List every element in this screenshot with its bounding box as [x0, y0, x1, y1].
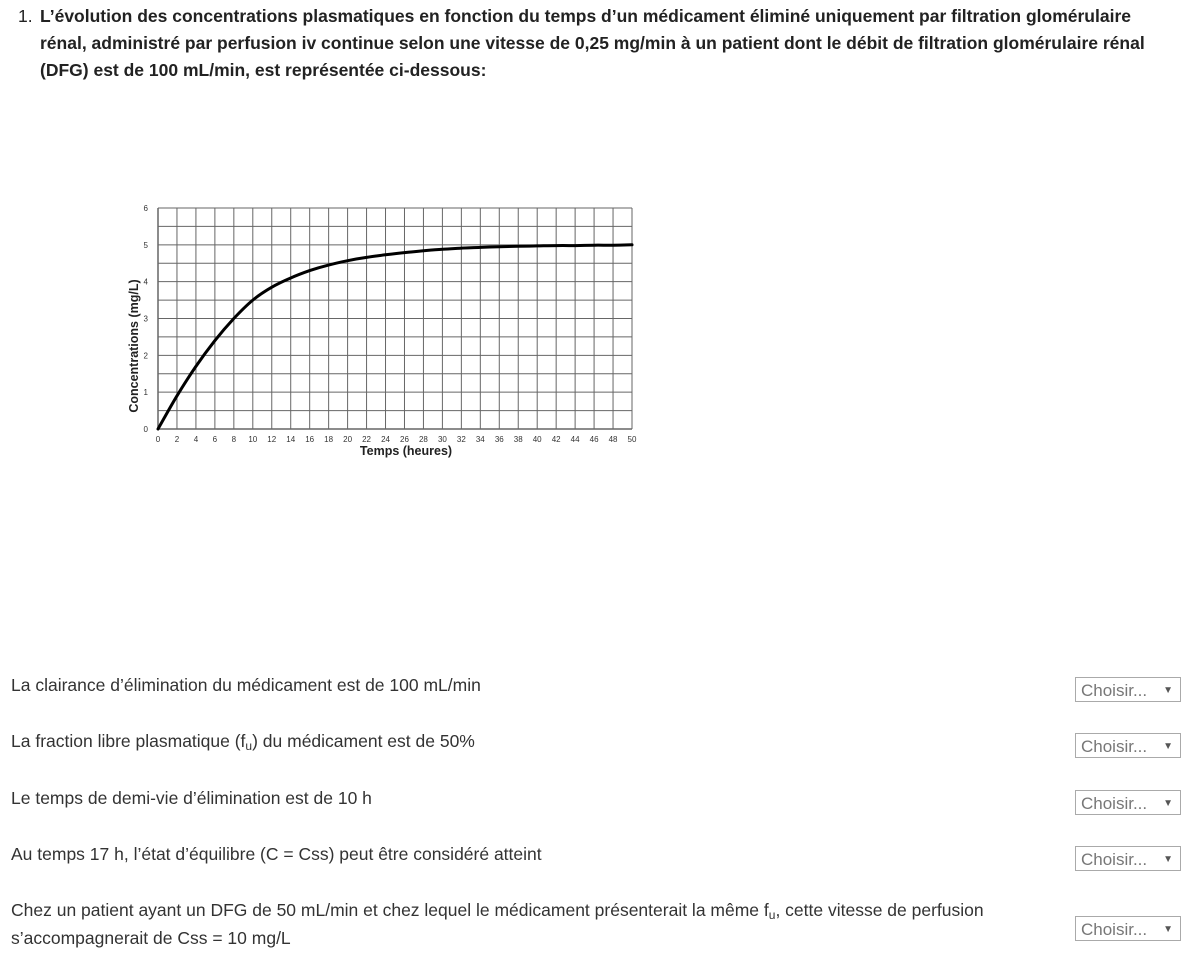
question-block	[18, 3, 1168, 84]
x-tick-label: 6	[212, 435, 218, 444]
concentration-chart	[122, 196, 652, 466]
y-tick-label: 0	[143, 425, 148, 434]
x-tick-label: 16	[305, 435, 315, 444]
answer-select-1[interactable]	[1075, 677, 1181, 702]
statement-text: La clairance d’élimination du médicament est de 100 mL/min	[11, 675, 481, 695]
x-axis-label: Temps (heures)	[359, 444, 453, 458]
statement-text: Le temps de demi-vie d’élimination est de 10 h	[11, 788, 372, 808]
x-tick-label: 48	[608, 435, 618, 444]
x-tick-label: 32	[456, 435, 466, 444]
chevron-down-icon: ▼	[1163, 924, 1173, 935]
y-tick-label: 6	[143, 204, 148, 213]
x-tick-label: 38	[513, 435, 523, 444]
select-value: Choisir...	[1081, 737, 1148, 756]
answer-select-4[interactable]	[1075, 846, 1181, 871]
chevron-down-icon: ▼	[1163, 685, 1173, 696]
y-tick-labels	[144, 204, 149, 434]
x-tick-label: 46	[589, 435, 599, 444]
answer-select-5[interactable]	[1075, 916, 1181, 941]
x-tick-label: 14	[286, 435, 296, 444]
x-tick-label: 44	[570, 435, 580, 444]
x-tick-label: 34	[475, 435, 485, 444]
select-value: Choisir...	[1081, 920, 1148, 939]
answer-select-2[interactable]	[1075, 733, 1181, 758]
x-tick-label: 40	[532, 435, 542, 444]
x-tick-label: 18	[324, 435, 334, 444]
x-tick-label: 42	[551, 435, 561, 444]
x-tick-label: 10	[248, 435, 258, 444]
x-tick-label: 12	[267, 435, 277, 444]
question-number: 1.	[18, 6, 33, 26]
y-tick-label: 5	[143, 240, 148, 250]
chevron-down-icon: ▼	[1163, 798, 1173, 809]
x-tick-label: 8	[231, 435, 237, 444]
statement-text: La fraction libre plasmatique $(f_u)$ du médicament est de 50%	[11, 731, 475, 753]
statement-text: Au temps 17 h, l’état d’équilibre (C = Css) peut être considéré atteint	[11, 844, 542, 864]
y-tick-label: 4	[143, 277, 148, 287]
x-tick-label: 22	[362, 435, 372, 444]
x-tick-label: 26	[400, 435, 409, 444]
y-tick-label: 2	[143, 351, 148, 361]
select-value: Choisir...	[1081, 681, 1148, 700]
y-tick-label: 1	[143, 388, 148, 398]
statement-text: Chez un patient ayant un DFG de 50 mL/min et chez lequel le médicament présenterait la même $f_u$, cette vitesse de perfusion s’accompagnerait de Css = 10 mg/L	[11, 900, 984, 948]
chevron-down-icon: ▼	[1163, 741, 1173, 752]
x-tick-labels	[156, 435, 637, 444]
x-tick-label: 20	[343, 435, 353, 444]
x-tick-label: 2	[174, 435, 180, 444]
chevron-down-icon: ▼	[1163, 854, 1173, 865]
x-tick-label: 28	[418, 435, 428, 444]
y-tick-label: 3	[143, 314, 148, 324]
question-text: L’évolution des concentrations plasmatiques en fonction du temps d’un médicament éliminé uniquement par filtration glomérulaire rénal, administré par perfusion iv continue selon une vitesse de 0,25 mg/min à un patient dont le débit de filtration glomérulaire rénal (DFG) est de 100 mL/min, est représentée ci-dessous:	[40, 6, 1145, 80]
x-tick-label: 0	[155, 435, 161, 444]
select-value: Choisir...	[1081, 850, 1148, 869]
chart-grid	[158, 208, 632, 429]
y-axis-label: Concentrations (mg/L)	[127, 279, 141, 413]
x-tick-label: 24	[381, 435, 390, 444]
x-tick-label: 50	[627, 435, 637, 444]
x-tick-label: 4	[193, 435, 199, 444]
select-value: Choisir...	[1081, 794, 1148, 813]
x-tick-label: 30	[437, 435, 447, 444]
x-tick-label: 36	[494, 435, 504, 444]
answer-select-3[interactable]	[1075, 790, 1181, 815]
